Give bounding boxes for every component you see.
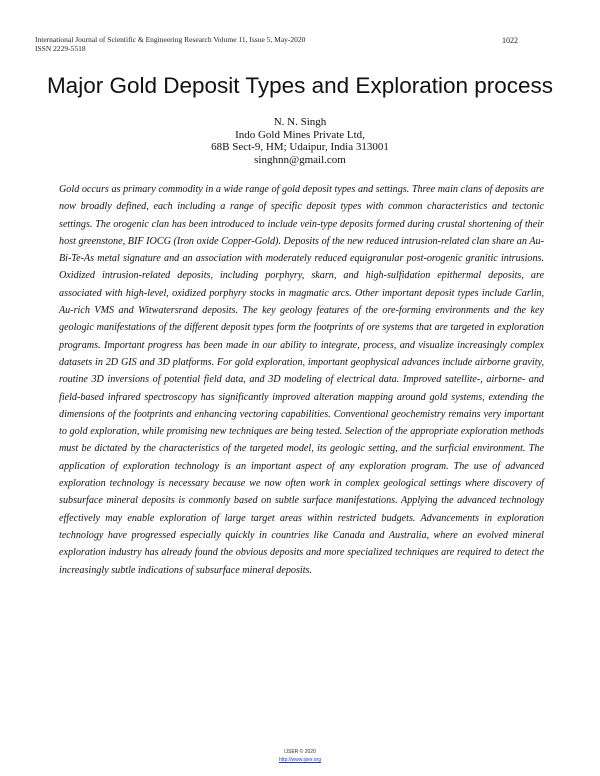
page-number: 1022 (502, 36, 518, 45)
abstract: Gold occurs as primary commodity in a wide range of gold deposit types and settings. Three main clans of deposits are now broadly defined, each including a range of specific deposit types with common characteristics and tectonic settings. The orogenic clan has been introduced to include vein-type deposits formed during crustal shortening of their host greenstone, BIF IOCG (Iron oxide Copper-Gold). Deposits of the new reduced intrusion-related clan share an Au-Bi-Te-As metal signature and an association with moderately reduced equigranular post-orogenic granitic intrusions. Oxidized intrusion-related deposits, including porphyry, skarn, and high-sulfidation epithermal deposits, are associated with high-level, oxidized porphyry stocks in magmatic arcs. Other important deposit types include Carlin, Au-rich VMS and Witwatersrand deposits. The key geology features of the ore-forming environments and the key geologic manifestations of the different deposit types form the footprints of ore systems that are targeted in exploration programs. Important progress has been made in our ability to integrate, process, and visualize increasingly complex datasets in 2D GIS and 3D platforms. For gold exploration, important geophysical advances include airborne gravity, routine 3D inversions of potential field data, and 3D modeling of electrical data. Improved satellite-, airborne- and field-based infrared spectroscopy has significantly improved alteration mapping around gold systems, extending the dimensions of the footprints and enhancing vectoring capabilities. Conventional geochemistry remains very important to gold exploration, while promising new techniques are being tested. Selection of the appropriate exploration methods must be dictated by the characteristics of the targeted model, its geologic setting, and the surficial environment. The application of exploration technology is an important aspect of any exploration program. The use of advanced exploration technology is necessary because we now often work in complex geological settings where discovery of subsurface mineral deposits is commonly based on subtle surface manifestations. Applying the advanced technology effectively may enable exploration of large target areas within restricted budgets. Advancements in exploration technology have progressed especially quickly in countries like Canada and Australia, where an evolved mineral exploration industry has already found the obvious deposits and more specialized techniques are required to detect the increasingly subtle indications of subsurface mineral deposits. (59, 184, 544, 576)
author-address: 68B Sect-9, HM; Udaipur, India 313001 (211, 141, 389, 154)
author-name: N. N. Singh (273, 116, 327, 128)
author-affiliation: Indo Gold Mines Private Ltd, (235, 128, 365, 141)
issn: ISSN 2229-5518 (35, 43, 86, 53)
journal-name: International Journal of Scientific & Engineering Research Volume 11, Issue 5, May-2020 (35, 35, 306, 44)
journal-url-link[interactable]: http://www.ijser.org (279, 757, 321, 763)
copyright: IJSER © 2020 (284, 749, 316, 755)
page-footer (0, 748, 600, 764)
author-block (0, 116, 600, 166)
author-email: singhnn@gmail.com (254, 153, 346, 166)
paper-title: Major Gold Deposit Types and Exploration process (46, 73, 554, 99)
running-header (35, 36, 305, 53)
